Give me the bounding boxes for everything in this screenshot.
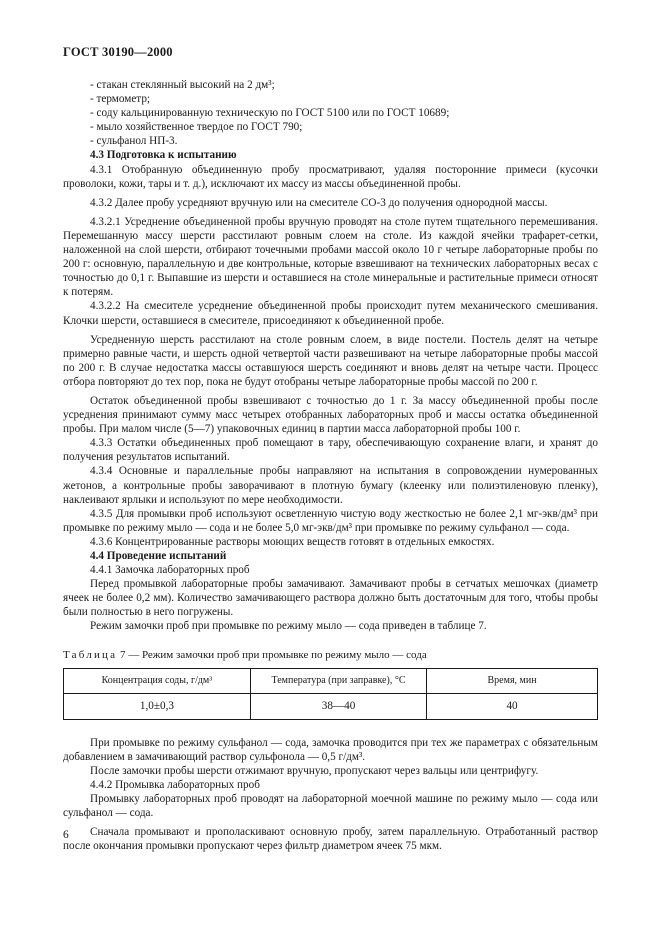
- section-heading-4-4: 4.4 Проведение испытаний: [90, 550, 227, 562]
- paragraph-remainder: Остаток объединенной пробы взвешивают с точностью до 1 г. За массу объединенной пробы после усреднения принимают сумму масс четырех отобранных лабораторных проб и массы остатка объединенной пробы. При малом числе (5—7) упаковочных единиц в партии масса лабораторной пробы 100 г.: [63, 394, 598, 436]
- paragraph-rinsing: Сначала промывают и прополаскивают основную пробу, затем параллельную. Отработанный раствор после окончания промывки пропускают через фильтр диаметром ячеек 75 мкм.: [63, 826, 598, 853]
- table-row: [64, 693, 598, 719]
- equipment-list-item: - стакан стеклянный высокий на 2 дм³;: [90, 79, 275, 91]
- column-header-time: Время, мин: [427, 668, 598, 693]
- paragraph-soaking: Перед промывкой лабораторные пробы замачивают. Замачивают пробы в сетчатых мешочках (диаметр ячеек не более 0,2 мм). Количество замачивающего раствора должно быть достаточным для того, чтобы пробы были полностью в него погружены.: [63, 578, 598, 619]
- paragraph-averaged-wool: Усредненную шерсть расстилают на столе ровным слоем, в виде постели. Постель делят на четыре примерно равные части, и шерсть одной четвертой части развешивают на четыре лабораторные пробы массой по 200 г. В случае недостатка массы оставшуюся шерсть соединяют и вновь делят на четыре части. Процесс отбора повторяют до тех пор, пока не будут отобраны четыре лабораторные пробы массой по 200 г.: [63, 333, 598, 388]
- table-header-row: [64, 668, 598, 693]
- document-code-header: ГОСТ 30190—2000: [63, 45, 173, 59]
- equipment-list-item: - мыло хозяйственное твердое по ГОСТ 790;: [90, 121, 303, 134]
- paragraph-4-3-5: 4.3.5 Для промывки проб используют осветленную чистую воду жесткостью не более 2,1 мг-экв/дм³ при промывке по режиму мыло — сода и не более 5,0 мг-экв/дм³ при промывке по режиму сульфанол — сода.: [63, 507, 598, 534]
- paragraph-after-soak: После замочки пробы шерсти отжимают вручную, пропускают через вальцы или центрифугу.: [90, 764, 539, 777]
- table-caption: [63, 648, 598, 662]
- paragraph-washing: Промывку лабораторных проб проводят на лабораторной моечной машине по режиму мыло — сода или сульфанол — сода.: [63, 793, 598, 820]
- paragraph-4-4-1: 4.4.1 Замочка лабораторных проб: [90, 564, 250, 577]
- paragraph-sulfanol-soak: При промывке по режиму сульфанол — сода, замочка проводится при тех же параметрах с обязательным добавлением в замачивающий раствор сульфонола — 0,5 г/дм³.: [63, 736, 598, 763]
- paragraph-4-3-2: 4.3.2 Далее пробу усредняют вручную или на смесителе СО-3 до получения однородной массы.: [90, 196, 548, 209]
- column-header-soda-concentration: Концентрация соды, г/дм³: [64, 668, 251, 693]
- paragraph-4-4-2: 4.4.2 Промывка лабораторных проб: [90, 778, 260, 791]
- paragraph-4-3-2-1: 4.3.2.1 Усреднение объединенной пробы вручную проводят на столе путем тщательного перемешивания. Перемешанную массу шерсти расстилают ровным слоем на столе. Из каждой ячейки трафарет-сетки, наложенной на слой шерсти, отбирают точечными пробами массой около 10 г четыре лабораторные пробы по 200 г: основную, параллельную и две контрольные, которые взвешивают на технических лабораторных весах с точностью до 0,1 г. Выпавшие из шерсти и оставшиеся на столе минеральные и растительные примеси относят к потерям.: [63, 215, 598, 299]
- table-cell-soda-concentration: 1,0±0,3: [64, 693, 251, 719]
- table-cell-temperature: 38—40: [250, 693, 426, 719]
- table-cell-time: 40: [427, 693, 598, 719]
- paragraph-soak-mode: Режим замочки проб при промывке по режиму мыло — сода приведен в таблице 7.: [90, 620, 487, 633]
- paragraph-4-3-3: 4.3.3 Остатки объединенных проб помещают в тару, обеспечивающую сохранение влаги, и хранят до получения результатов испытаний.: [63, 437, 598, 464]
- section-heading-4-3: 4.3 Подготовка к испытанию: [90, 149, 237, 162]
- paragraph-4-3-6: 4.3.6 Концентрированные растворы моющих веществ готовят в отдельных емкостях.: [90, 535, 495, 548]
- table-caption-label: Таблица: [63, 648, 118, 661]
- document-body: [63, 78, 598, 853]
- paragraph-4-3-4: 4.3.4 Основные и параллельные пробы направляют на испытания в сопровождении нумерованных жетонов, а контрольные пробы заворачивают в плотную бумагу (клеенку или полиэтиленовую пленку), наклеивают ярлыки и используют по мере необходимости.: [63, 465, 598, 506]
- equipment-list-item: - сульфанол НП-3.: [90, 135, 178, 148]
- column-header-temperature: Температура (при заправке), °С: [250, 668, 426, 693]
- equipment-list-item: - соду кальцинированную техническую по ГОСТ 5100 или по ГОСТ 10689;: [90, 107, 450, 120]
- equipment-list-item: - термометр;: [90, 93, 151, 106]
- table-caption-text: 7 — Режим замочки проб при промывке по режиму мыло — сода: [119, 648, 427, 661]
- page-number: 6: [63, 829, 69, 841]
- soak-mode-table: [63, 668, 598, 720]
- paragraph-4-3-2-2: 4.3.2.2 На смесителе усреднение объединенной пробы происходит путем механического смешивания. Клочки шерсти, оставшиеся в смесителе, присоединяют к объединенной пробе.: [63, 300, 598, 327]
- paragraph-4-3-1: 4.3.1 Отобранную объединенную пробу просматривают, удаляя посторонние примеси (кусочки проволоки, кожи, тары и т. д.), исключают их массу из массы объединенной пробы.: [63, 163, 598, 190]
